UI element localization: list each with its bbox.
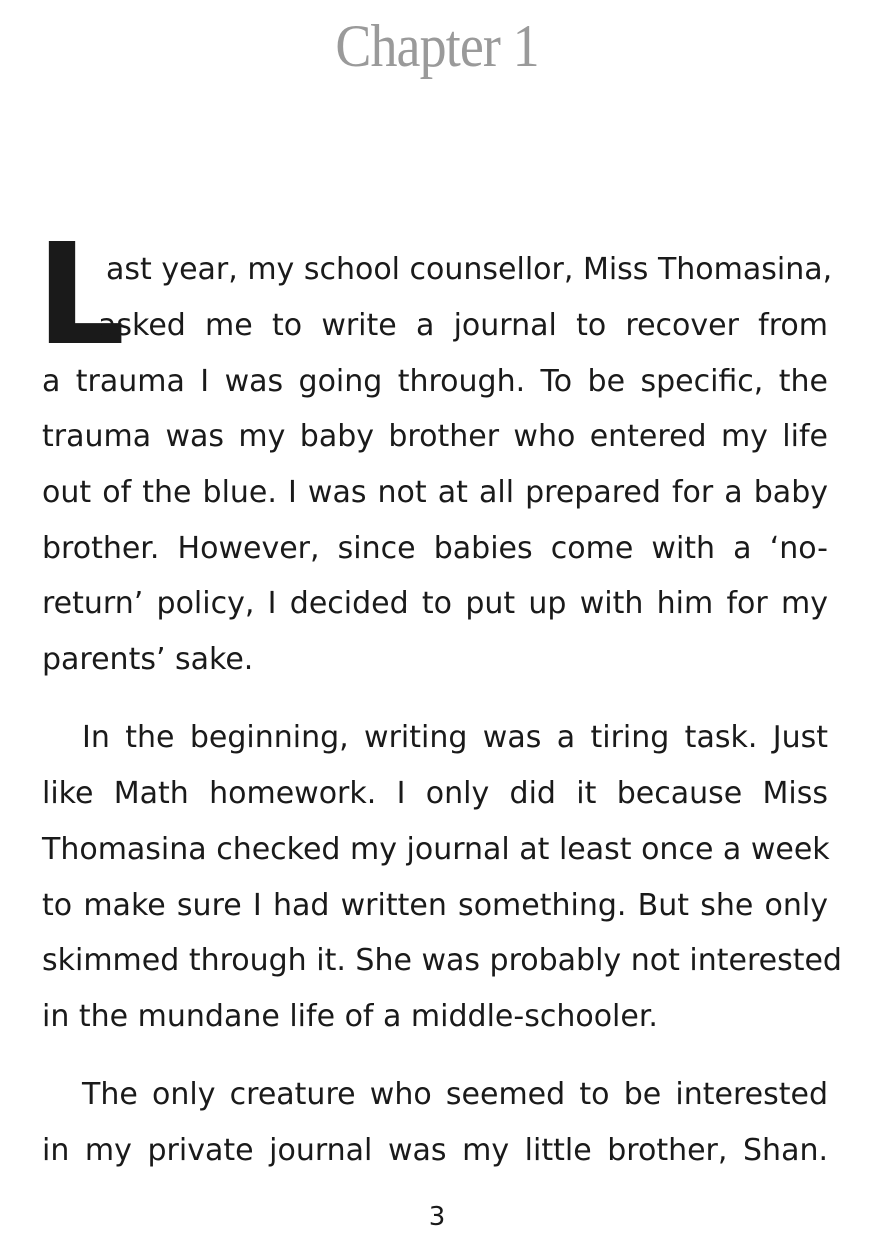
page-number: 3 bbox=[428, 1202, 446, 1232]
paragraph-1-line-8: parents’ sake. bbox=[42, 642, 254, 677]
paragraph-1-line-2: asked me to write a journal to recover from bbox=[98, 308, 828, 343]
paragraph-2-line-2: like Math homework. I only did it because Miss bbox=[42, 776, 828, 811]
paragraph-1-line-3: a trauma I was going through. To be specific, the bbox=[42, 364, 828, 399]
paragraph-3-line-1: The only creature who seemed to be interested bbox=[82, 1077, 828, 1112]
chapter-title: Chapter 1 bbox=[335, 13, 539, 79]
paragraph-1-line-6: brother. However, since babies come with a ‘no- bbox=[42, 531, 828, 566]
paragraph-1-line-7: return’ policy, I decided to put up with him for my bbox=[42, 586, 828, 621]
paragraph-2-line-3: Thomasina checked my journal at least once a week bbox=[42, 832, 830, 867]
paragraph-2-line-1: In the beginning, writing was a tiring task. Just bbox=[82, 720, 828, 755]
paragraph-2-line-5: skimmed through it. She was probably not interested bbox=[42, 943, 842, 978]
paragraph-1-line-4: trauma was my baby brother who entered my life bbox=[42, 419, 828, 454]
paragraph-1-line-1: ast year, my school counsellor, Miss Thomasina, bbox=[106, 252, 833, 287]
drop-cap: L bbox=[36, 214, 126, 377]
paragraph-1-line-5: out of the blue. I was not at all prepared for a baby bbox=[42, 475, 828, 510]
paragraph-2-line-4: to make sure I had written something. But she only bbox=[42, 888, 828, 923]
paragraph-2-line-6: in the mundane life of a middle-schooler. bbox=[42, 999, 658, 1034]
paragraph-3-line-2: in my private journal was my little brother, Shan. bbox=[42, 1133, 828, 1168]
